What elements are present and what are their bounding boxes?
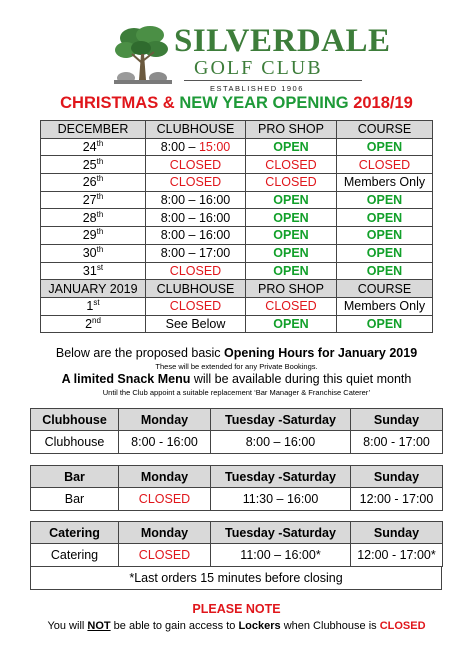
hours-header-1: Monday: [119, 522, 211, 544]
hours-value-0: Clubhouse: [31, 431, 119, 454]
hours-value-3: 12:00 - 17:00*: [351, 544, 443, 567]
snack-menu-text: [0, 372, 473, 386]
december-header-2: PRO SHOP: [246, 121, 337, 139]
table-row: [41, 138, 433, 156]
logo-divider: [184, 80, 362, 81]
hours-value-row: [31, 431, 443, 454]
hours-value-1: 8:00 - 16:00: [119, 431, 211, 454]
table-row: [41, 191, 433, 209]
day-cell: 30th: [41, 244, 146, 262]
hours-value-3: 8:00 - 17:00: [351, 431, 443, 454]
hours-header-0: Clubhouse: [31, 409, 119, 431]
table-row: [41, 315, 433, 333]
hours-value-2: 11:00 – 16:00*: [211, 544, 351, 567]
pro-shop-cell: OPEN: [246, 315, 337, 333]
hours-header-1: Monday: [119, 409, 211, 431]
note-not: NOT: [87, 620, 111, 632]
snack-menu-bold: A limited Snack Menu: [61, 372, 191, 386]
january-header-3: COURSE: [337, 280, 433, 298]
hours-header-row: [31, 466, 443, 488]
course-cell: OPEN: [337, 227, 433, 245]
hours-value-0: Catering: [31, 544, 119, 567]
title-part-3: 2018/19: [353, 94, 413, 112]
table-row: [41, 174, 433, 192]
pro-shop-cell: OPEN: [246, 191, 337, 209]
course-cell: Members Only: [337, 297, 433, 315]
club-name: SILVERDALE: [174, 23, 391, 59]
note-title: PLEASE NOTE: [192, 602, 281, 616]
day-cell: 29th: [41, 227, 146, 245]
holiday-schedule-table: [40, 120, 433, 333]
note-closed: CLOSED: [379, 620, 426, 632]
club-subtitle: GOLF CLUB: [194, 57, 323, 79]
course-cell: Members Only: [337, 174, 433, 192]
december-header-0: DECEMBER: [41, 121, 146, 139]
day-suffix: th: [96, 191, 104, 201]
clubhouse-close-time: 15:00: [198, 140, 231, 155]
hours-header-0: Catering: [31, 522, 119, 544]
title-part-2: NEW YEAR OPENING: [179, 94, 354, 112]
clubhouse-cell: CLOSED: [146, 156, 246, 174]
hours-header-2: Tuesday -Saturday: [211, 466, 351, 488]
note-t5: when Clubhouse is: [280, 620, 380, 632]
hours-header-2: Tuesday -Saturday: [211, 522, 351, 544]
catering-hours-table: [30, 521, 443, 567]
hours-intro: [0, 346, 473, 360]
pro-shop-cell: OPEN: [246, 244, 337, 262]
course-cell: OPEN: [337, 191, 433, 209]
clubhouse-cell: 8:00 – 16:00: [146, 227, 246, 245]
course-cell: OPEN: [337, 315, 433, 333]
january-header-2: PRO SHOP: [246, 280, 337, 298]
hours-value-row: [31, 488, 443, 511]
table-row: [41, 209, 433, 227]
hours-header-3: Sunday: [351, 522, 443, 544]
pro-shop-cell: OPEN: [246, 227, 337, 245]
pro-shop-cell: OPEN: [246, 209, 337, 227]
january-header-1: CLUBHOUSE: [146, 280, 246, 298]
note-t3: be able to gain access to: [110, 620, 239, 632]
day-suffix: st: [96, 262, 104, 272]
pro-shop-cell: CLOSED: [246, 156, 337, 174]
day-suffix: th: [96, 156, 104, 166]
replacement-note: Until the Club appoint a suitable replacement ‘Bar Manager & Franchise Caterer’: [102, 388, 371, 397]
hours-header-1: Monday: [119, 466, 211, 488]
clubhouse-cell: See Below: [146, 315, 246, 333]
clubhouse-cell: 8:00 – 16:00: [146, 191, 246, 209]
clubhouse-hours-table: [30, 408, 443, 454]
day-cell: 1st: [41, 297, 146, 315]
hours-value-0: Bar: [31, 488, 119, 511]
page-title: [0, 94, 473, 112]
december-header-1: CLUBHOUSE: [146, 121, 246, 139]
hours-value-1: CLOSED: [119, 488, 211, 511]
hours-value-row: [31, 544, 443, 567]
hours-value-2: 11:30 – 16:00: [211, 488, 351, 511]
table-row: [41, 262, 433, 280]
day-suffix: th: [96, 227, 104, 237]
hours-header-0: Bar: [31, 466, 119, 488]
course-cell: OPEN: [337, 138, 433, 156]
club-logo: [112, 22, 391, 93]
day-suffix: th: [96, 209, 104, 219]
day-suffix: nd: [92, 315, 101, 325]
course-cell: OPEN: [337, 262, 433, 280]
day-cell: 28th: [41, 209, 146, 227]
day-cell: 2nd: [41, 315, 146, 333]
day-cell: 26th: [41, 174, 146, 192]
snack-menu-rest: will be available during this quiet month: [190, 372, 412, 386]
clubhouse-cell: 8:00 – 17:00: [146, 244, 246, 262]
table-row: [41, 244, 433, 262]
last-orders-note: *Last orders 15 minutes before closing: [30, 566, 442, 590]
note-t1: You will: [47, 620, 88, 632]
hours-value-2: 8:00 – 16:00: [211, 431, 351, 454]
clubhouse-cell: CLOSED: [146, 297, 246, 315]
private-bookings-note: These will be extended for any Private Bookings.: [155, 362, 318, 371]
pro-shop-cell: OPEN: [246, 262, 337, 280]
tree-icon: [112, 22, 174, 86]
hours-intro-bold: Opening Hours for January 2019: [224, 346, 418, 360]
table-header-row: [41, 121, 433, 139]
course-cell: OPEN: [337, 209, 433, 227]
hours-header-2: Tuesday -Saturday: [211, 409, 351, 431]
course-cell: OPEN: [337, 244, 433, 262]
hours-value-1: CLOSED: [119, 544, 211, 567]
hours-header-3: Sunday: [351, 409, 443, 431]
course-cell: CLOSED: [337, 156, 433, 174]
note-lockers: Lockers: [238, 620, 281, 632]
day-suffix: st: [93, 298, 100, 308]
hours-intro-text: Below are the proposed basic: [55, 346, 225, 360]
table-row: [41, 227, 433, 245]
hours-header-row: [31, 409, 443, 431]
note-text: [0, 620, 473, 632]
hours-header-3: Sunday: [351, 466, 443, 488]
hours-header-row: [31, 522, 443, 544]
day-suffix: th: [96, 138, 104, 148]
clubhouse-cell: 8:00 – 16:00: [146, 209, 246, 227]
title-part-1: CHRISTMAS &: [60, 94, 180, 112]
bar-hours-table: [30, 465, 443, 511]
day-suffix: th: [96, 245, 104, 254]
clubhouse-cell: 8:00 – 15:00: [146, 138, 246, 156]
pro-shop-cell: OPEN: [246, 138, 337, 156]
pro-shop-cell: CLOSED: [246, 174, 337, 192]
january-header-0: JANUARY 2019: [41, 280, 146, 298]
day-cell: 25th: [41, 156, 146, 174]
established-text: ESTABLISHED 1906: [210, 84, 304, 93]
day-cell: 24th: [41, 138, 146, 156]
pro-shop-cell: CLOSED: [246, 297, 337, 315]
day-cell: 31st: [41, 262, 146, 280]
clubhouse-cell: CLOSED: [146, 174, 246, 192]
hours-value-3: 12:00 - 17:00: [351, 488, 443, 511]
table-row: [41, 297, 433, 315]
december-header-3: COURSE: [337, 121, 433, 139]
day-suffix: th: [96, 174, 104, 184]
day-cell: 27th: [41, 191, 146, 209]
clubhouse-cell: CLOSED: [146, 262, 246, 280]
table-row: [41, 156, 433, 174]
table-header-row: [41, 280, 433, 298]
